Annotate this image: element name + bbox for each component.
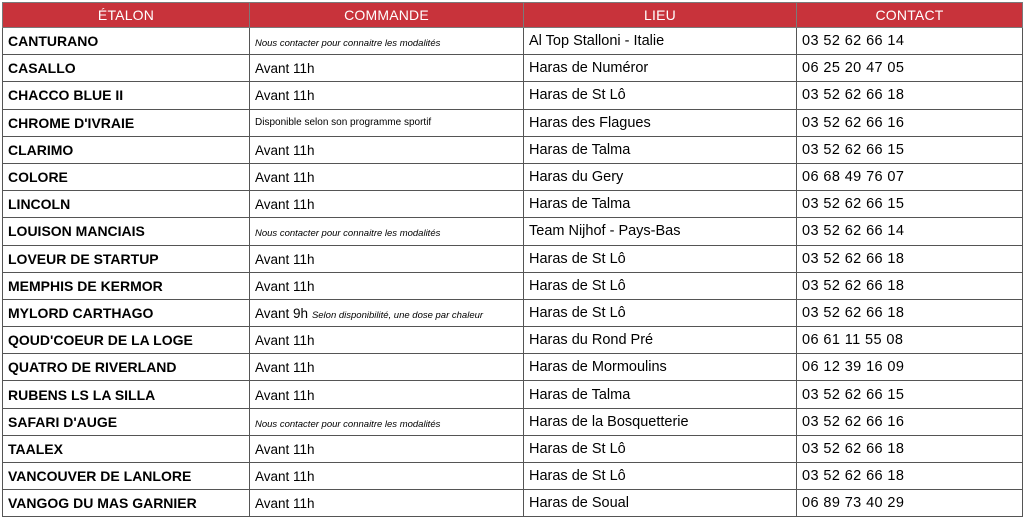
order-text: Avant 9h bbox=[255, 305, 309, 321]
contact-phone: 03 52 62 66 18 bbox=[797, 245, 1023, 272]
stallion-name: LINCOLN bbox=[3, 191, 250, 218]
stud-location: Haras de St Lô bbox=[524, 435, 797, 462]
order-cell bbox=[250, 82, 524, 109]
order-cell bbox=[250, 272, 524, 299]
table-row bbox=[3, 218, 1023, 245]
stallion-name: TAALEX bbox=[3, 435, 250, 462]
order-text: Avant 11h bbox=[255, 496, 315, 512]
table-row bbox=[3, 299, 1023, 326]
stallion-name: LOUISON MANCIAIS bbox=[3, 218, 250, 245]
header-etalon: ÉTALON bbox=[3, 3, 250, 28]
table-row bbox=[3, 109, 1023, 136]
stud-location: Haras du Gery bbox=[524, 163, 797, 190]
stallion-name: CHROME D'IVRAIE bbox=[3, 109, 250, 136]
header-commande: COMMANDE bbox=[250, 3, 524, 28]
stud-location: Haras de St Lô bbox=[524, 272, 797, 299]
stud-location: Haras des Flagues bbox=[524, 109, 797, 136]
order-text: Avant 11h bbox=[255, 278, 315, 294]
stallion-name: CASALLO bbox=[3, 55, 250, 82]
order-cell bbox=[250, 109, 524, 136]
stud-location: Haras de Numéror bbox=[524, 55, 797, 82]
table-row bbox=[3, 490, 1023, 517]
order-note: Selon disponibilité, une dose par chaleur bbox=[311, 309, 484, 321]
table-row bbox=[3, 82, 1023, 109]
stallion-name: CANTURANO bbox=[3, 28, 250, 55]
order-cell bbox=[250, 327, 524, 354]
stallion-name: VANGOG DU MAS GARNIER bbox=[3, 490, 250, 517]
order-cell bbox=[250, 55, 524, 82]
order-text: Avant 11h bbox=[255, 441, 315, 457]
table-row bbox=[3, 55, 1023, 82]
stud-location: Haras de Talma bbox=[524, 191, 797, 218]
contact-phone: 03 52 62 66 15 bbox=[797, 381, 1023, 408]
order-text: Avant 11h bbox=[255, 469, 315, 485]
order-text: Nous contacter pour connaitre les modalités bbox=[255, 228, 441, 240]
stallion-name: QOUD'COEUR DE LA LOGE bbox=[3, 327, 250, 354]
order-cell bbox=[250, 408, 524, 435]
order-cell bbox=[250, 191, 524, 218]
table-row bbox=[3, 191, 1023, 218]
stallion-name: COLORE bbox=[3, 163, 250, 190]
stallion-name: VANCOUVER DE LANLORE bbox=[3, 463, 250, 490]
stallion-name: MYLORD CARTHAGO bbox=[3, 299, 250, 326]
contact-phone: 06 89 73 40 29 bbox=[797, 490, 1023, 517]
contact-phone: 06 61 11 55 08 bbox=[797, 327, 1023, 354]
stallion-name: QUATRO DE RIVERLAND bbox=[3, 354, 250, 381]
order-cell bbox=[250, 463, 524, 490]
table-row bbox=[3, 272, 1023, 299]
order-text: Avant 11h bbox=[255, 197, 315, 213]
table-row bbox=[3, 408, 1023, 435]
stud-location: Haras de St Lô bbox=[524, 245, 797, 272]
table-header-row bbox=[3, 3, 1023, 28]
header-lieu: LIEU bbox=[524, 3, 797, 28]
stud-location: Haras de Mormoulins bbox=[524, 354, 797, 381]
stud-location: Haras de St Lô bbox=[524, 299, 797, 326]
order-text: Avant 11h bbox=[255, 88, 315, 104]
order-cell bbox=[250, 490, 524, 517]
table-row bbox=[3, 136, 1023, 163]
stud-location: Haras de la Bosquetterie bbox=[524, 408, 797, 435]
stud-location: Haras de Talma bbox=[524, 136, 797, 163]
stud-location: Haras du Rond Pré bbox=[524, 327, 797, 354]
order-cell bbox=[250, 136, 524, 163]
stud-location: Al Top Stalloni - Italie bbox=[524, 28, 797, 55]
contact-phone: 03 52 62 66 14 bbox=[797, 218, 1023, 245]
contact-phone: 03 52 62 66 18 bbox=[797, 82, 1023, 109]
order-cell bbox=[250, 354, 524, 381]
order-cell bbox=[250, 245, 524, 272]
table-row bbox=[3, 354, 1023, 381]
order-text: Avant 11h bbox=[255, 360, 315, 376]
contact-phone: 03 52 62 66 16 bbox=[797, 109, 1023, 136]
contact-phone: 06 25 20 47 05 bbox=[797, 55, 1023, 82]
order-text: Avant 11h bbox=[255, 142, 315, 158]
order-text: Avant 11h bbox=[255, 251, 315, 267]
table-row bbox=[3, 435, 1023, 462]
contact-phone: 03 52 62 66 18 bbox=[797, 272, 1023, 299]
stallion-table bbox=[2, 2, 1023, 517]
order-cell bbox=[250, 435, 524, 462]
stud-location: Haras de Soual bbox=[524, 490, 797, 517]
contact-phone: 06 68 49 76 07 bbox=[797, 163, 1023, 190]
table-row bbox=[3, 163, 1023, 190]
stallion-name: LOVEUR DE STARTUP bbox=[3, 245, 250, 272]
order-cell bbox=[250, 299, 524, 326]
contact-phone: 03 52 62 66 16 bbox=[797, 408, 1023, 435]
table-row bbox=[3, 245, 1023, 272]
stud-location: Team Nijhof - Pays-Bas bbox=[524, 218, 797, 245]
table-body bbox=[3, 28, 1023, 517]
contact-phone: 06 12 39 16 09 bbox=[797, 354, 1023, 381]
stud-location: Haras de St Lô bbox=[524, 82, 797, 109]
table-row bbox=[3, 381, 1023, 408]
order-cell bbox=[250, 163, 524, 190]
order-text: Avant 11h bbox=[255, 61, 315, 77]
stud-location: Haras de St Lô bbox=[524, 463, 797, 490]
table-row bbox=[3, 463, 1023, 490]
header-contact: CONTACT bbox=[797, 3, 1023, 28]
stallion-name: RUBENS LS LA SILLA bbox=[3, 381, 250, 408]
order-cell bbox=[250, 28, 524, 55]
contact-phone: 03 52 62 66 18 bbox=[797, 435, 1023, 462]
contact-phone: 03 52 62 66 15 bbox=[797, 136, 1023, 163]
stallion-name: MEMPHIS DE KERMOR bbox=[3, 272, 250, 299]
contact-phone: 03 52 62 66 15 bbox=[797, 191, 1023, 218]
order-text: Avant 11h bbox=[255, 170, 315, 186]
contact-phone: 03 52 62 66 14 bbox=[797, 28, 1023, 55]
order-text: Avant 11h bbox=[255, 387, 315, 403]
order-text: Avant 11h bbox=[255, 333, 315, 349]
order-text: Disponible selon son programme sportif bbox=[255, 117, 432, 129]
order-text: Nous contacter pour connaitre les modalités bbox=[255, 418, 441, 430]
stud-location: Haras de Talma bbox=[524, 381, 797, 408]
stallion-name: CHACCO BLUE II bbox=[3, 82, 250, 109]
order-text: Nous contacter pour connaitre les modalités bbox=[255, 38, 441, 50]
order-cell bbox=[250, 381, 524, 408]
table-row bbox=[3, 327, 1023, 354]
table-row bbox=[3, 28, 1023, 55]
contact-phone: 03 52 62 66 18 bbox=[797, 463, 1023, 490]
order-cell bbox=[250, 218, 524, 245]
stallion-name: SAFARI D'AUGE bbox=[3, 408, 250, 435]
contact-phone: 03 52 62 66 18 bbox=[797, 299, 1023, 326]
stallion-name: CLARIMO bbox=[3, 136, 250, 163]
